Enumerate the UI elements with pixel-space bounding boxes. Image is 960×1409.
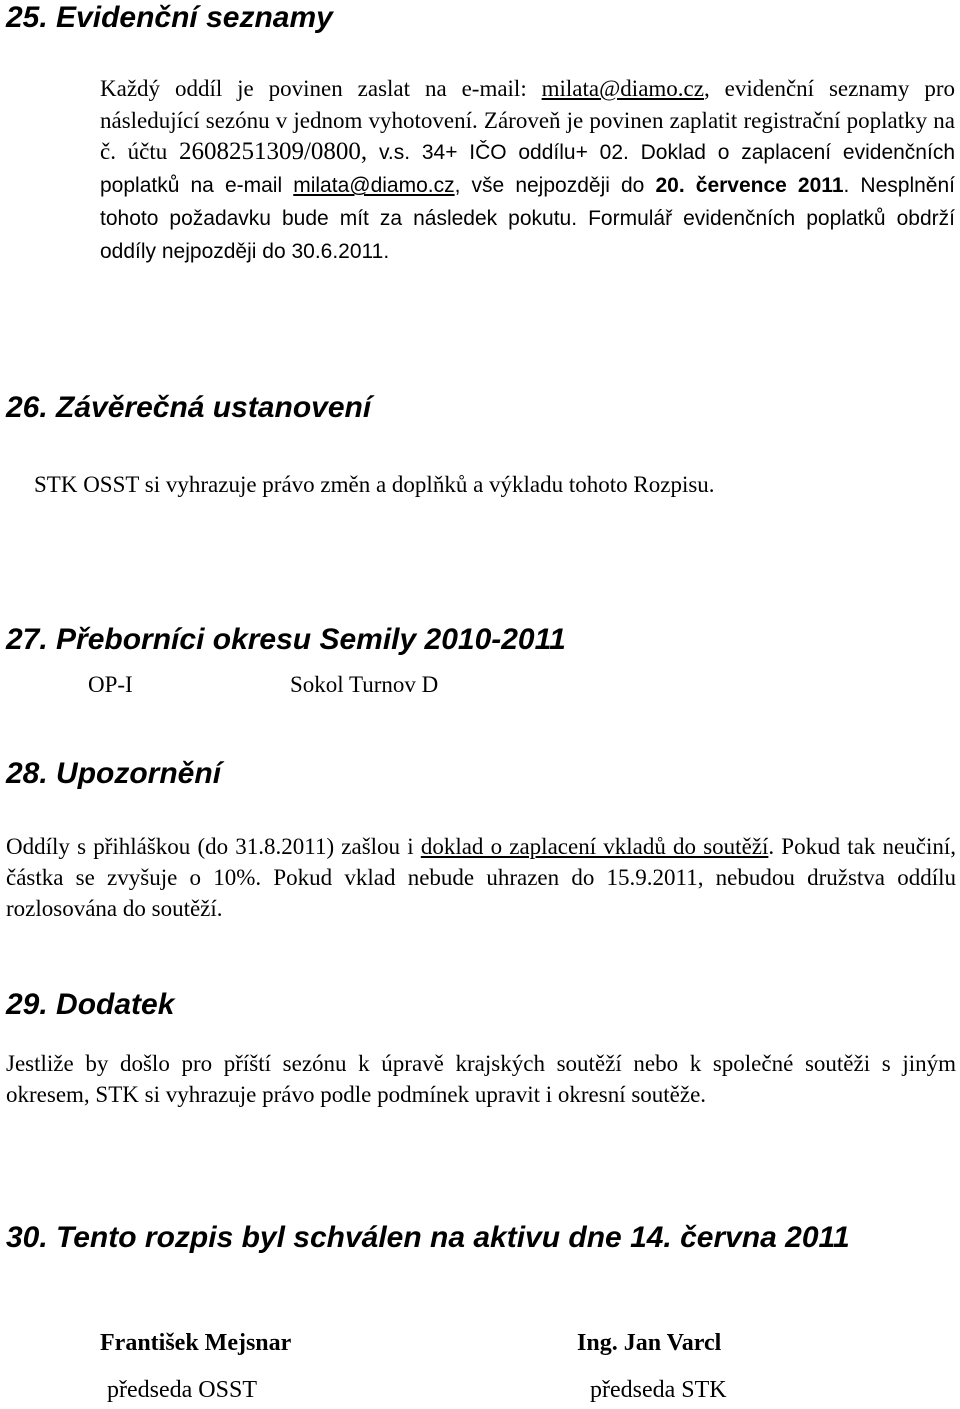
league-name: OP-I [88,672,133,697]
text: v.s. 34+ IČO oddílu+ 02. Doklad o zaplacení evidenčních poplatků na e-mail [100,141,955,198]
signature-right-name: Ing. Jan Varcl [577,1330,722,1356]
heading-section-29: 29. Dodatek [6,988,175,1021]
underlined-text: doklad o zaplacení vkladů do soutěží [420,834,769,859]
deadline-date: 20. července 2011 [655,174,844,198]
heading-section-30: 30. Tento rozpis byl schválen na aktivu dne 14. června 2011 [6,1221,850,1254]
paragraph-notice [6,831,956,924]
paragraph-evidence-lists [100,73,955,267]
text: Každý oddíl je povinen zaslat na e-mail: [100,76,542,101]
signature-left-name: František Mejsnar [100,1330,292,1356]
heading-section-26: 26. Závěrečná ustanovení [6,391,372,424]
bank-account-number: 2608251309/0800, [178,138,368,166]
text: Oddíly s přihláškou (do 31.8.2011) zašlou i [6,834,421,859]
signature-left-role: předseda OSST [107,1377,257,1403]
text: , evidenční seznamy pro následující sezónu v jednom vyhotovení. Zároveň je povinen zaplatit registrační poplatky na č. účtu [100,76,956,165]
signature-right-role: předseda STK [590,1377,727,1403]
text: . Pokud tak neučiní, částka se zvyšuje o 10%. Pokud vklad nebude uhrazen do 15.9.2011, nebudou družstva oddílu rozlosována do soutěží. [6,834,956,921]
heading-section-25: 25. Evidenční seznamy [6,1,333,34]
heading-section-28: 28. Upozornění [6,757,222,790]
email-link[interactable]: milata@diamo.cz [293,174,455,198]
paragraph-final-provisions: STK OSST si vyhrazuje právo změn a doplňků a výkladu tohoto Rozpisu. [34,472,715,497]
text: . Nesplnění tohoto požadavku bude mít za následek pokutu. Formulář evidenčních poplatků obdrží oddíly nejpozději do 30.6.2011. [100,174,955,263]
email-link[interactable]: milata@diamo.cz [541,76,704,101]
paragraph-addendum: Jestliže by došlo pro příští sezónu k úpravě krajských soutěží nebo k společné soutěži s jiným okresem, STK si vyhrazuje právo podle podmínek upravit i okresní soutěže. [6,1051,956,1107]
text: , vše nejpozději do [454,174,656,198]
heading-section-27: 27. Přeborníci okresu Semily 2010-2011 [6,623,566,656]
champion-team: Sokol Turnov D [290,672,439,697]
